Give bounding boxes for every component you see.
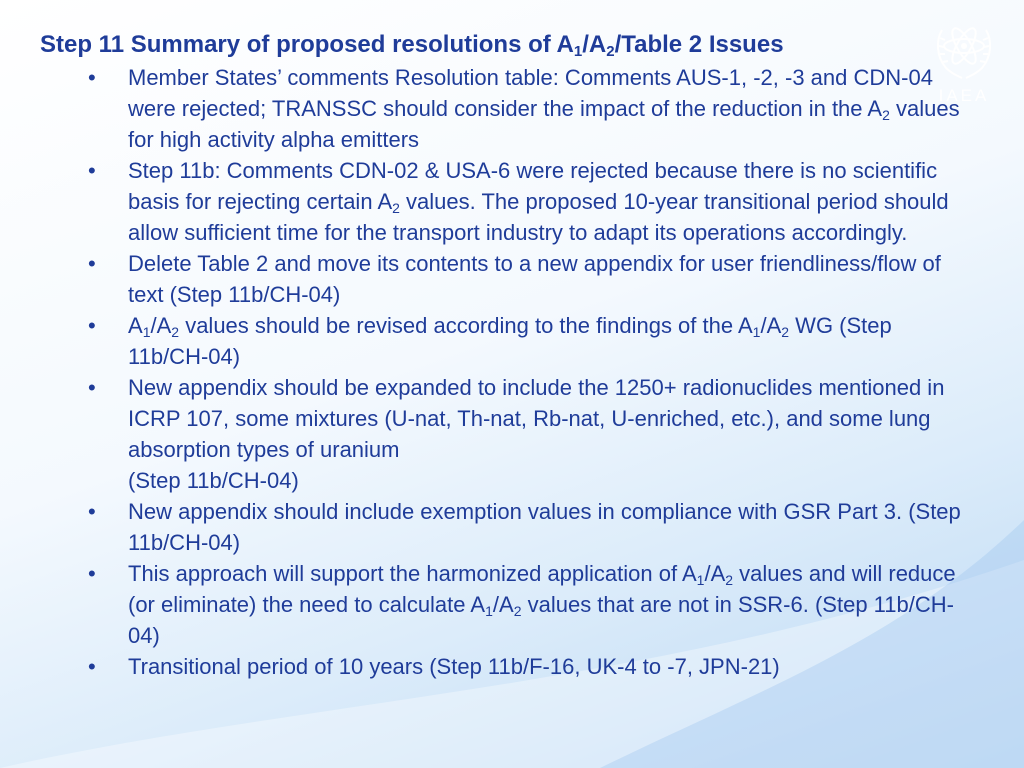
- bullet-item: • Delete Table 2 and move its contents to a new appendix for user friendliness/flow of text (Step 11b/CH-04): [88, 248, 968, 310]
- bullet-item: • Step 11b: Comments CDN-02 & USA-6 were rejected because there is no scientific basis for rejecting certain $A_2$ values. The proposed 10-year transitional period should allow sufficient time for the transport industry to adapt its operations accordingly.: [88, 155, 968, 248]
- bullet-item: • Transitional period of 10 years (Step 11b/F-16, UK-4 to -7, JPN-21): [88, 651, 968, 682]
- logo-text: IAEA: [938, 86, 990, 105]
- bullet-item: • $A_1/A_2$ values should be revised according to the findings of the $A_1/A_2$ WG (Step 11b/CH-04): [88, 310, 968, 372]
- bullet-item: • New appendix should be expanded to include the 1250+ radionuclides mentioned in ICRP 107, some mixtures (U-nat, Th-nat, Rb-nat, U-enriched, etc.), and some lung absorption types of uranium (Step 11b/CH-04): [88, 372, 968, 496]
- bullet-item: • This approach will support the harmonized application of $A_1/A_2$ values and will reduce (or eliminate) the need to calculate $A_1/A_2$ values that are not in SSR-6. (Step 11b/CH-04): [88, 558, 968, 651]
- bullet-list: [88, 62, 968, 682]
- bullet-item: • Member States’ comments Resolution table: Comments AUS-1, -2, -3 and CDN-04 were rejected; TRANSSC should consider the impact of the reduction in the $A_2$ values for high activity alpha emitters: [88, 62, 968, 155]
- bullet-item: • New appendix should include exemption values in compliance with GSR Part 3. (Step 11b/CH-04): [88, 496, 968, 558]
- slide-title: Step 11 Summary of proposed resolutions of $A_1/A_2$/Table 2 Issues: [40, 31, 784, 60]
